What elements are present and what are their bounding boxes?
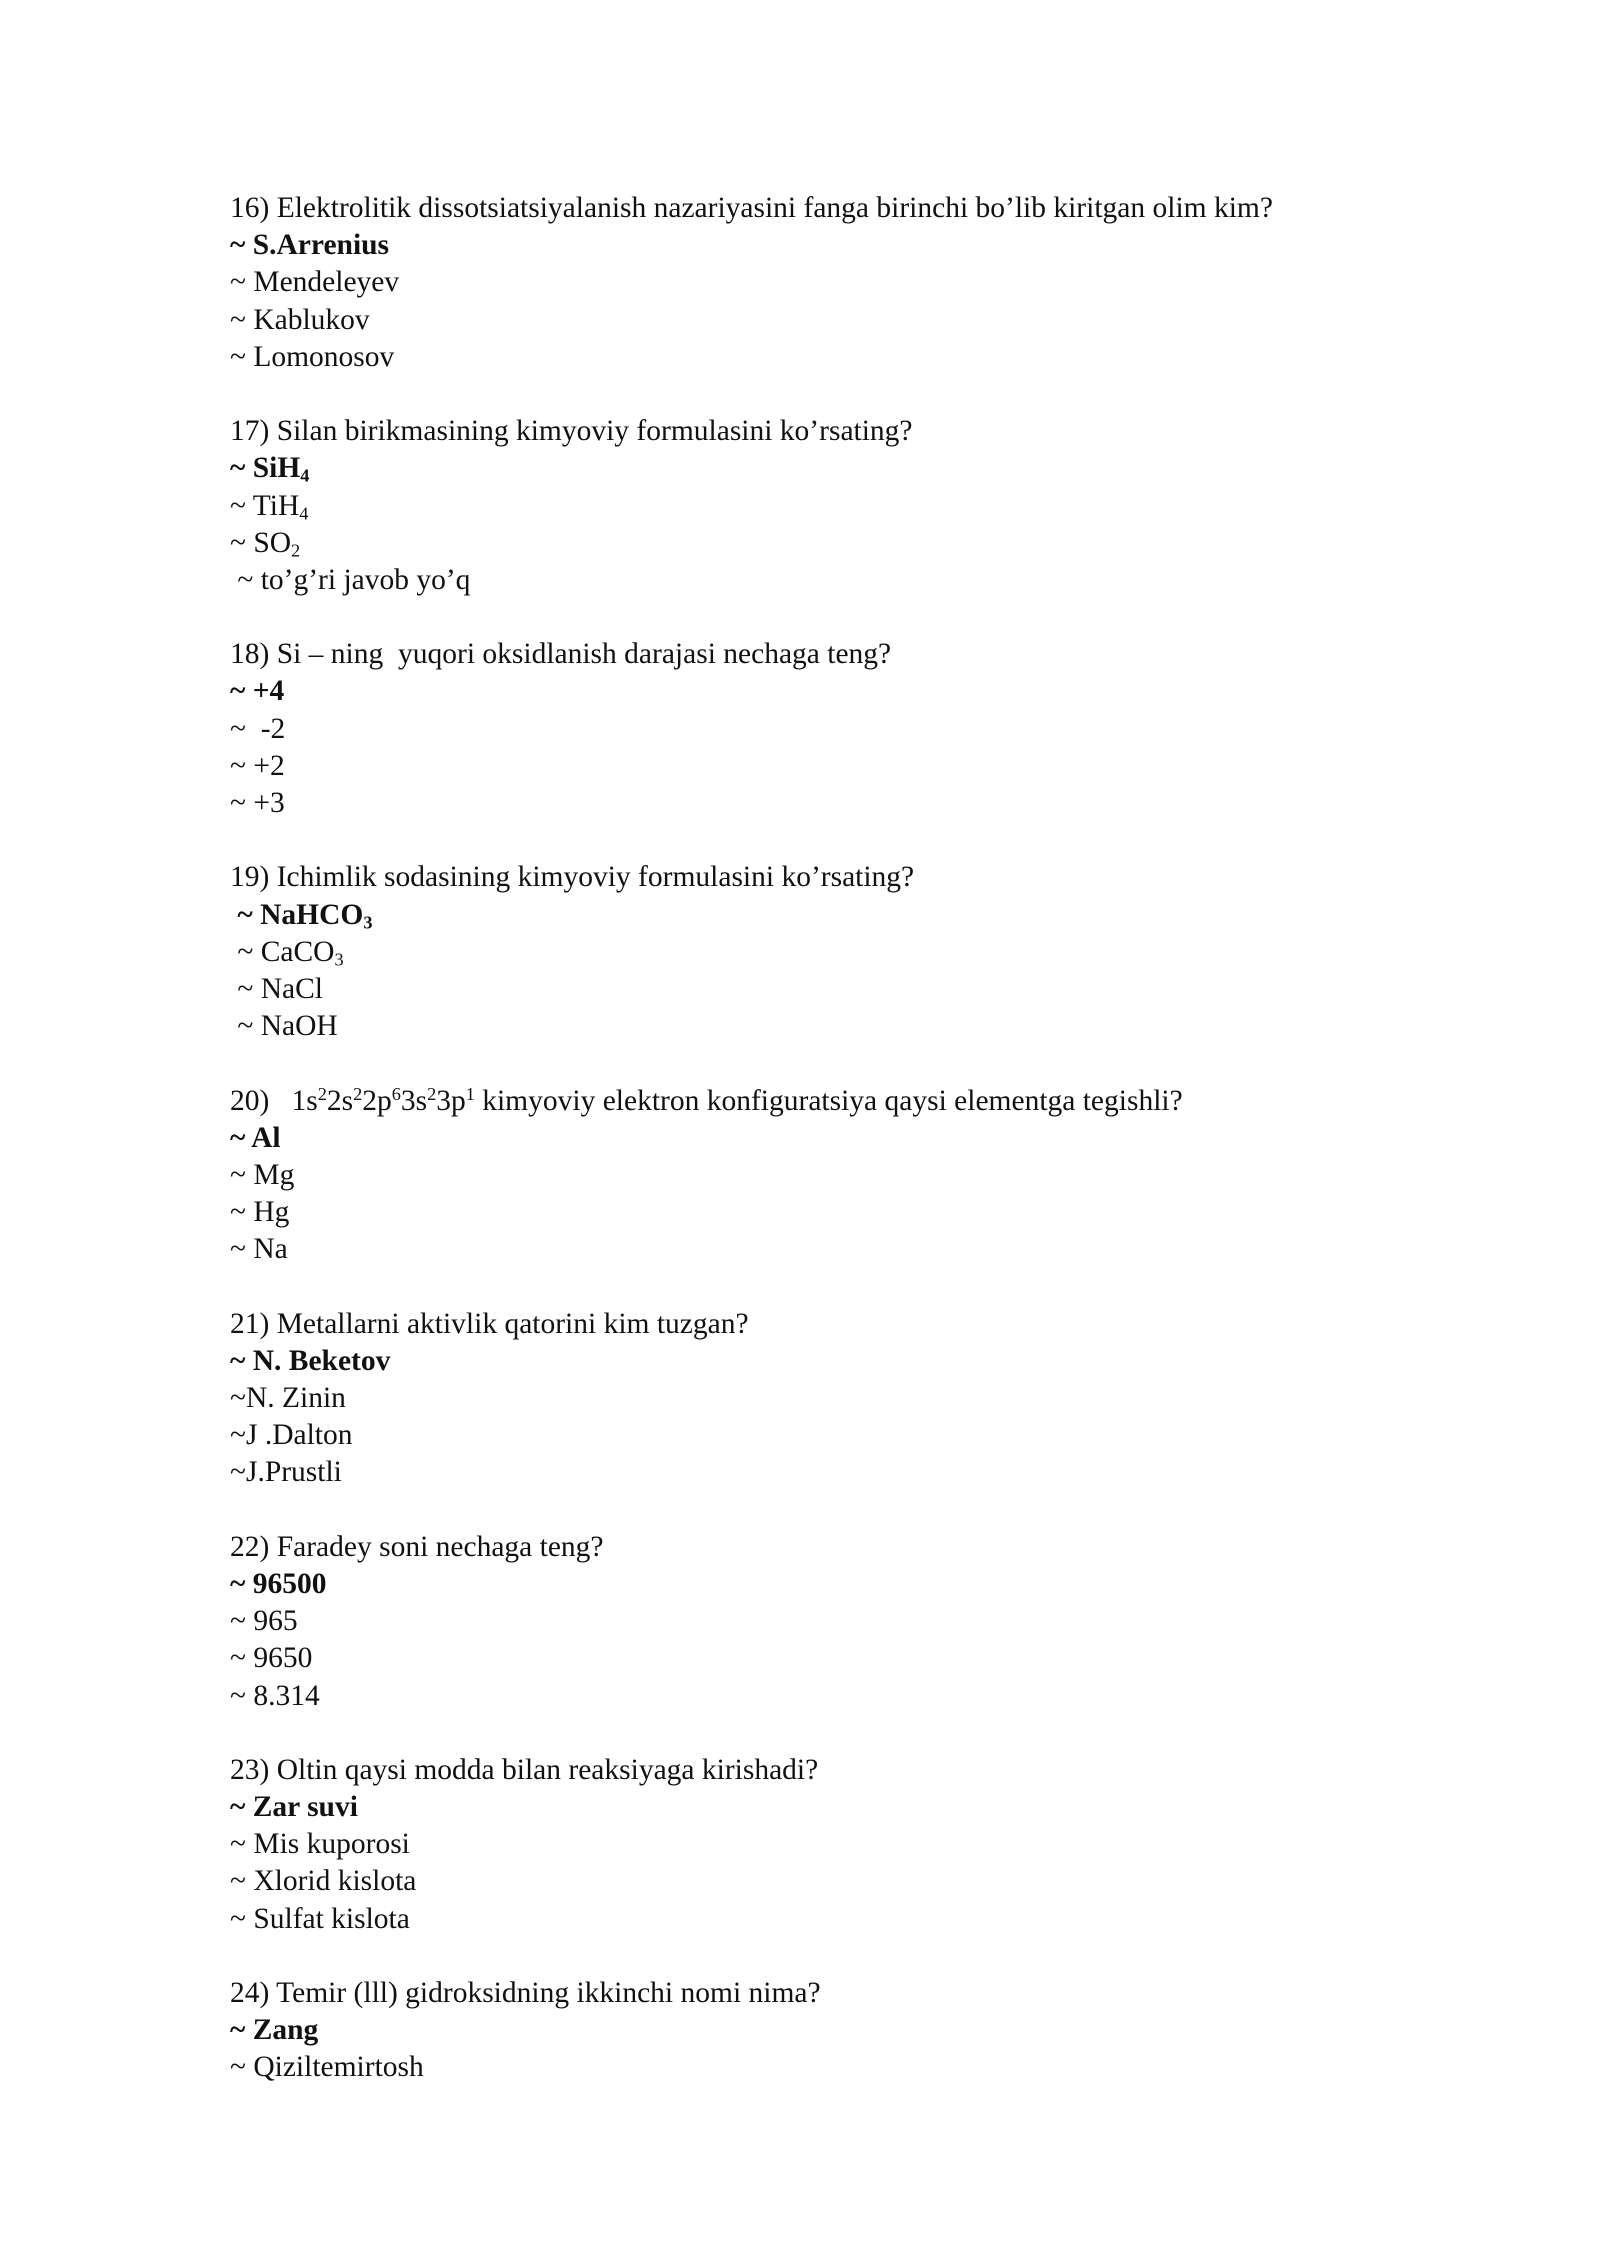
correct-answer-option <box>230 1120 1430 1157</box>
answer-option <box>230 1603 1430 1640</box>
text-run: ~J.Prustli <box>230 1456 342 1489</box>
correct-answer-option <box>230 1789 1430 1826</box>
answer-option <box>230 971 1430 1008</box>
subscript: 2 <box>291 540 301 561</box>
question-block <box>230 190 1430 376</box>
question-block <box>230 413 1430 599</box>
subscript: 3 <box>334 949 344 970</box>
question-block <box>230 1083 1430 1269</box>
text-run: 20) 1s <box>230 1084 318 1117</box>
text-run: ~ Na <box>230 1233 288 1266</box>
text-run: ~ Sulfat kislota <box>230 1902 410 1935</box>
text-run: ~ Mis kuporosi <box>230 1828 410 1861</box>
answer-option <box>230 339 1430 376</box>
answer-option <box>230 1678 1430 1715</box>
answer-option <box>230 2049 1430 2086</box>
question-text: 18) Si – ning yuqori oksidlanish darajasi nechaga teng? <box>230 638 892 671</box>
text-run: ~ +3 <box>230 787 285 819</box>
answer-option <box>230 562 1430 599</box>
answer-option <box>230 302 1430 339</box>
text-run: ~ NaHCO <box>230 898 364 931</box>
text-run: ~ Mg <box>230 1158 295 1191</box>
text-run: ~ Mendeleyev <box>230 266 400 299</box>
answer-option <box>230 748 1430 785</box>
text-run: ~ NaCl <box>230 972 323 1005</box>
text-run: ~ Zang <box>230 2014 319 2047</box>
correct-answer-option <box>230 450 1430 487</box>
text-run: ~ Hg <box>230 1196 290 1229</box>
text-run: kimyoviy elektron konfiguratsiya qaysi elementga tegishli? <box>474 1084 1183 1117</box>
correct-answer-option <box>230 2012 1430 2049</box>
answer-option <box>230 1231 1430 1268</box>
text-run: 2s <box>326 1084 354 1117</box>
text-run: 2p <box>362 1084 392 1117</box>
question-text: 19) Ichimlik sodasining kimyoviy formulasini ko’rsating? <box>230 861 915 894</box>
text-run: ~ Zar suvi <box>230 1791 358 1824</box>
superscript: 2 <box>353 1083 363 1104</box>
text-run: ~ -2 <box>230 712 286 745</box>
answer-option <box>230 1417 1430 1454</box>
answer-option <box>230 1901 1430 1938</box>
correct-answer-option <box>230 1566 1430 1603</box>
question-text: 23) Oltin qaysi modda bilan reaksiyaga kirishadi? <box>230 1753 819 1786</box>
document-page <box>230 190 1430 2124</box>
subscript: 4 <box>300 465 310 486</box>
answer-option <box>230 1194 1430 1231</box>
text-run: ~ Al <box>230 1121 281 1154</box>
correct-answer-option <box>230 1343 1430 1380</box>
answer-option <box>230 1640 1430 1677</box>
text-run: ~ 9650 <box>230 1642 313 1675</box>
text-run: ~ to’g’ri javob yo’q <box>230 563 471 596</box>
text-run: ~ 96500 <box>230 1567 327 1600</box>
answer-option <box>230 525 1430 562</box>
question-text: 17) Silan birikmasining kimyoviy formulasini ko’rsating? <box>230 415 913 448</box>
text-run: ~ NaOH <box>230 1010 338 1043</box>
answer-option <box>230 1157 1430 1194</box>
correct-answer-option <box>230 673 1430 710</box>
correct-answer-option <box>230 227 1430 264</box>
text-run: ~ Lomonosov <box>230 340 395 373</box>
superscript: 2 <box>317 1083 327 1104</box>
answer-option <box>230 1008 1430 1045</box>
question-block <box>230 1975 1430 2087</box>
text-run: ~ +4 <box>230 675 285 708</box>
question-text <box>230 1083 1430 1120</box>
answer-option <box>230 1826 1430 1863</box>
text-run: ~ Qiziltemirtosh <box>230 2051 424 2084</box>
answer-option <box>230 1380 1430 1417</box>
question-block <box>230 636 1430 822</box>
text-run: 3p <box>436 1084 466 1117</box>
text-run: ~ TiH <box>230 489 300 522</box>
question-text: 22) Faradey soni nechaga teng? <box>230 1530 604 1563</box>
subscript: 4 <box>299 503 309 524</box>
answer-option <box>230 488 1430 525</box>
text-run: ~ Kablukov <box>230 303 370 336</box>
question-block <box>230 1752 1430 1938</box>
text-run: 3s <box>400 1084 428 1117</box>
text-run: ~ SO <box>230 526 292 559</box>
superscript: 2 <box>427 1083 437 1104</box>
answer-option <box>230 785 1430 822</box>
answer-option <box>230 934 1430 971</box>
text-run: ~ 8.314 <box>230 1679 320 1712</box>
question-text: 16) Elektrolitik dissotsiatsiyalanish nazariyasini fanga birinchi bo’lib kiritgan olim kim? <box>230 192 1273 224</box>
question-block <box>230 1529 1430 1715</box>
subscript: 3 <box>363 912 373 933</box>
text-run: ~ S.Arrenius <box>230 229 390 262</box>
text-run: ~ +2 <box>230 749 285 782</box>
text-run: ~ N. Beketov <box>230 1344 391 1377</box>
question-text: 21) Metallarni aktivlik qatorini kim tuzgan? <box>230 1307 749 1340</box>
answer-option <box>230 1863 1430 1900</box>
answer-option <box>230 711 1430 748</box>
correct-answer-option <box>230 897 1430 934</box>
answer-option <box>230 1454 1430 1491</box>
text-run: ~J .Dalton <box>230 1419 353 1452</box>
text-run: ~N. Zinin <box>230 1382 346 1414</box>
question-text: 24) Temir (lll) gidroksidning ikkinchi nomi nima? <box>230 1977 821 2009</box>
text-run: ~ Xlorid kislota <box>230 1865 417 1898</box>
text-run: ~ 965 <box>230 1605 298 1638</box>
answer-option <box>230 264 1430 301</box>
text-run: ~ CaCO <box>230 935 335 968</box>
text-run: ~ SiH <box>230 452 301 485</box>
superscript: 6 <box>391 1083 401 1104</box>
question-block <box>230 1306 1430 1492</box>
question-block <box>230 859 1430 1045</box>
superscript: 1 <box>465 1083 475 1104</box>
